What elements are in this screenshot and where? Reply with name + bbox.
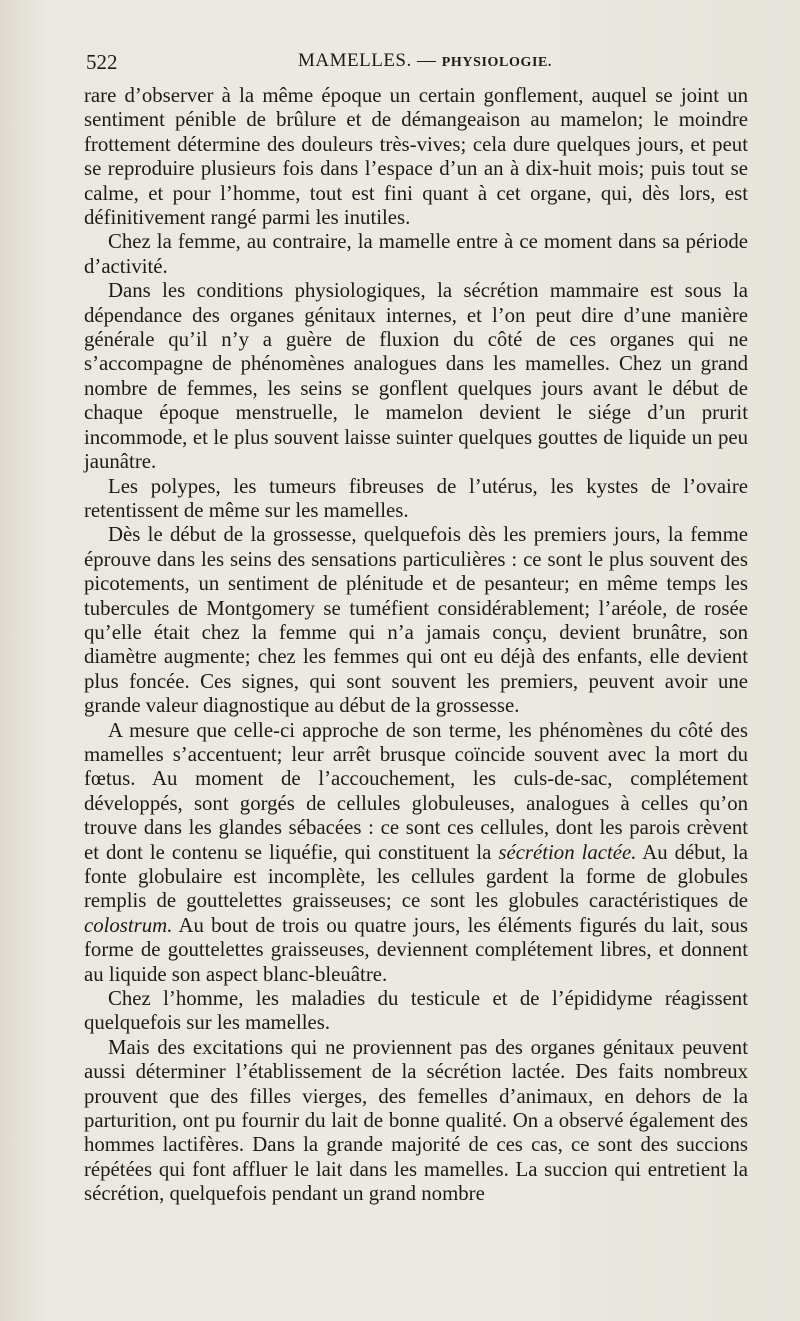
page-header	[86, 50, 746, 74]
paragraph-3	[84, 279, 748, 474]
italic-term-colostrum: colostrum.	[84, 913, 173, 937]
paragraph-5	[84, 523, 748, 718]
paragraph-text: Dans les conditions physiologiques, la sécrétion mammaire est sous la dépendance des organes génitaux internes, et l’on peut dire d’une manière générale qu’il n’y a guère de fluxion du côté de ces organes qui ne s’accompagne de phénomènes analogues dans les mamelles. Chez un grand nombre de femmes, les seins se gonflent quelques jours avant le début de chaque époque menstruelle, le mamelon devient le siége d’un prurit incommode, et le plus souvent laisse suinter quelques gouttes de liquide un peu jaunâtre.	[84, 279, 748, 474]
italic-term-secretion-lactee: sécrétion lactée.	[498, 840, 637, 864]
running-title: MAMELLES.	[298, 50, 412, 71]
paragraph-2	[84, 230, 748, 279]
paragraph-text: rare d’observer à la même époque un certain gonflement, auquel se joint un sentiment pénible de brûlure et de démangeaison au mamelon; le moindre frottement détermine des douleurs très-vives; cela dure quelques jours, et peut se reproduire plusieurs fois dans l’espace d’un an à dix-huit mois; puis tout se calme, et pour l’homme, tout est fini quant à cet organe, qui, dès lors, est définitivement rangé parmi les inutiles.	[84, 84, 748, 230]
paragraph-8	[84, 1036, 748, 1207]
paragraph-6	[84, 719, 748, 987]
page-number: 522	[86, 50, 118, 74]
paragraph-text: Mais des excitations qui ne proviennent pas des organes génitaux peuvent aussi déterminer l’établissement de la sécrétion lactée. Des faits nombreux prouvent que des filles vierges, des femelles d’animaux, en dehors de la parturition, ont pu fournir du lait de bonne qualité. On a observé également des hommes lactifères. Dans la grande majorité de ces cas, ce sont des succions répétées qui font affluer le lait dans les mamelles. La succion qui entretient la sécrétion, quelquefois pendant un grand nombre	[84, 1035, 748, 1206]
running-head	[298, 50, 552, 72]
paragraph-text: A mesure que celle-ci approche de son terme, les phénomènes du côté des mamelles s’accentuent; leur arrêt brusque coïncide souvent avec la mort du fœtus. Au moment de l’accouchement, les culs-de-sac, complétement développés, sont gorgés de cellules globuleuses, analogues à celles qu’on trouve dans les glandes sébacées : ce sont ces cellules, dont les parois crèvent et dont le contenu se liquéfie, qui constituent la	[84, 718, 748, 864]
paragraph-4	[84, 475, 748, 524]
paragraph-text: Dès le début de la grossesse, quelquefois dès les premiers jours, la femme éprouve dans les seins des sensations particulières : ce sont le plus souvent des picotements, un sentiment de plénitude et de pesanteur; en même temps les tubercules de Montgomery se tuméfient considérablement; l’aréole, de rosée qu’elle était chez la femme qui n’a jamais conçu, devient brunâtre, son diamètre augmente; chez les femmes qui ont eu déjà des enfants, elle devient plus foncée. Ces signes, qui sont souvent les premiers, peuvent avoir une grande valeur diagnostique au début de la grossesse.	[84, 523, 748, 718]
paragraph-7	[84, 987, 748, 1036]
paragraph-text: Les polypes, les tumeurs fibreuses de l’utérus, les kystes de l’ovaire retentissent de même sur les mamelles.	[84, 474, 748, 522]
paragraph-text: Chez l’homme, les maladies du testicule et de l’épididyme réagissent quelquefois sur les mamelles.	[84, 987, 748, 1035]
paragraph-1	[84, 84, 748, 230]
header-dash: —	[417, 50, 437, 71]
paragraph-text: Chez la femme, au contraire, la mamelle entre à ce moment dans sa période d’activité.	[84, 230, 748, 278]
body-text	[84, 84, 748, 1207]
section-title: PHYSIOLOGIE.	[441, 55, 553, 70]
paragraph-text: Au début, la fonte globulaire est incomplète, les cellules gardent la forme de globules remplis de gouttelettes graisseuses; ce sont les globules caractéristiques de	[84, 840, 748, 913]
paragraph-text: Au bout de trois ou quatre jours, les éléments figurés du lait, sous forme de gouttelettes graisseuses, deviennent complétement libres, et donnent au liquide son aspect blanc-bleuâtre.	[84, 913, 748, 986]
